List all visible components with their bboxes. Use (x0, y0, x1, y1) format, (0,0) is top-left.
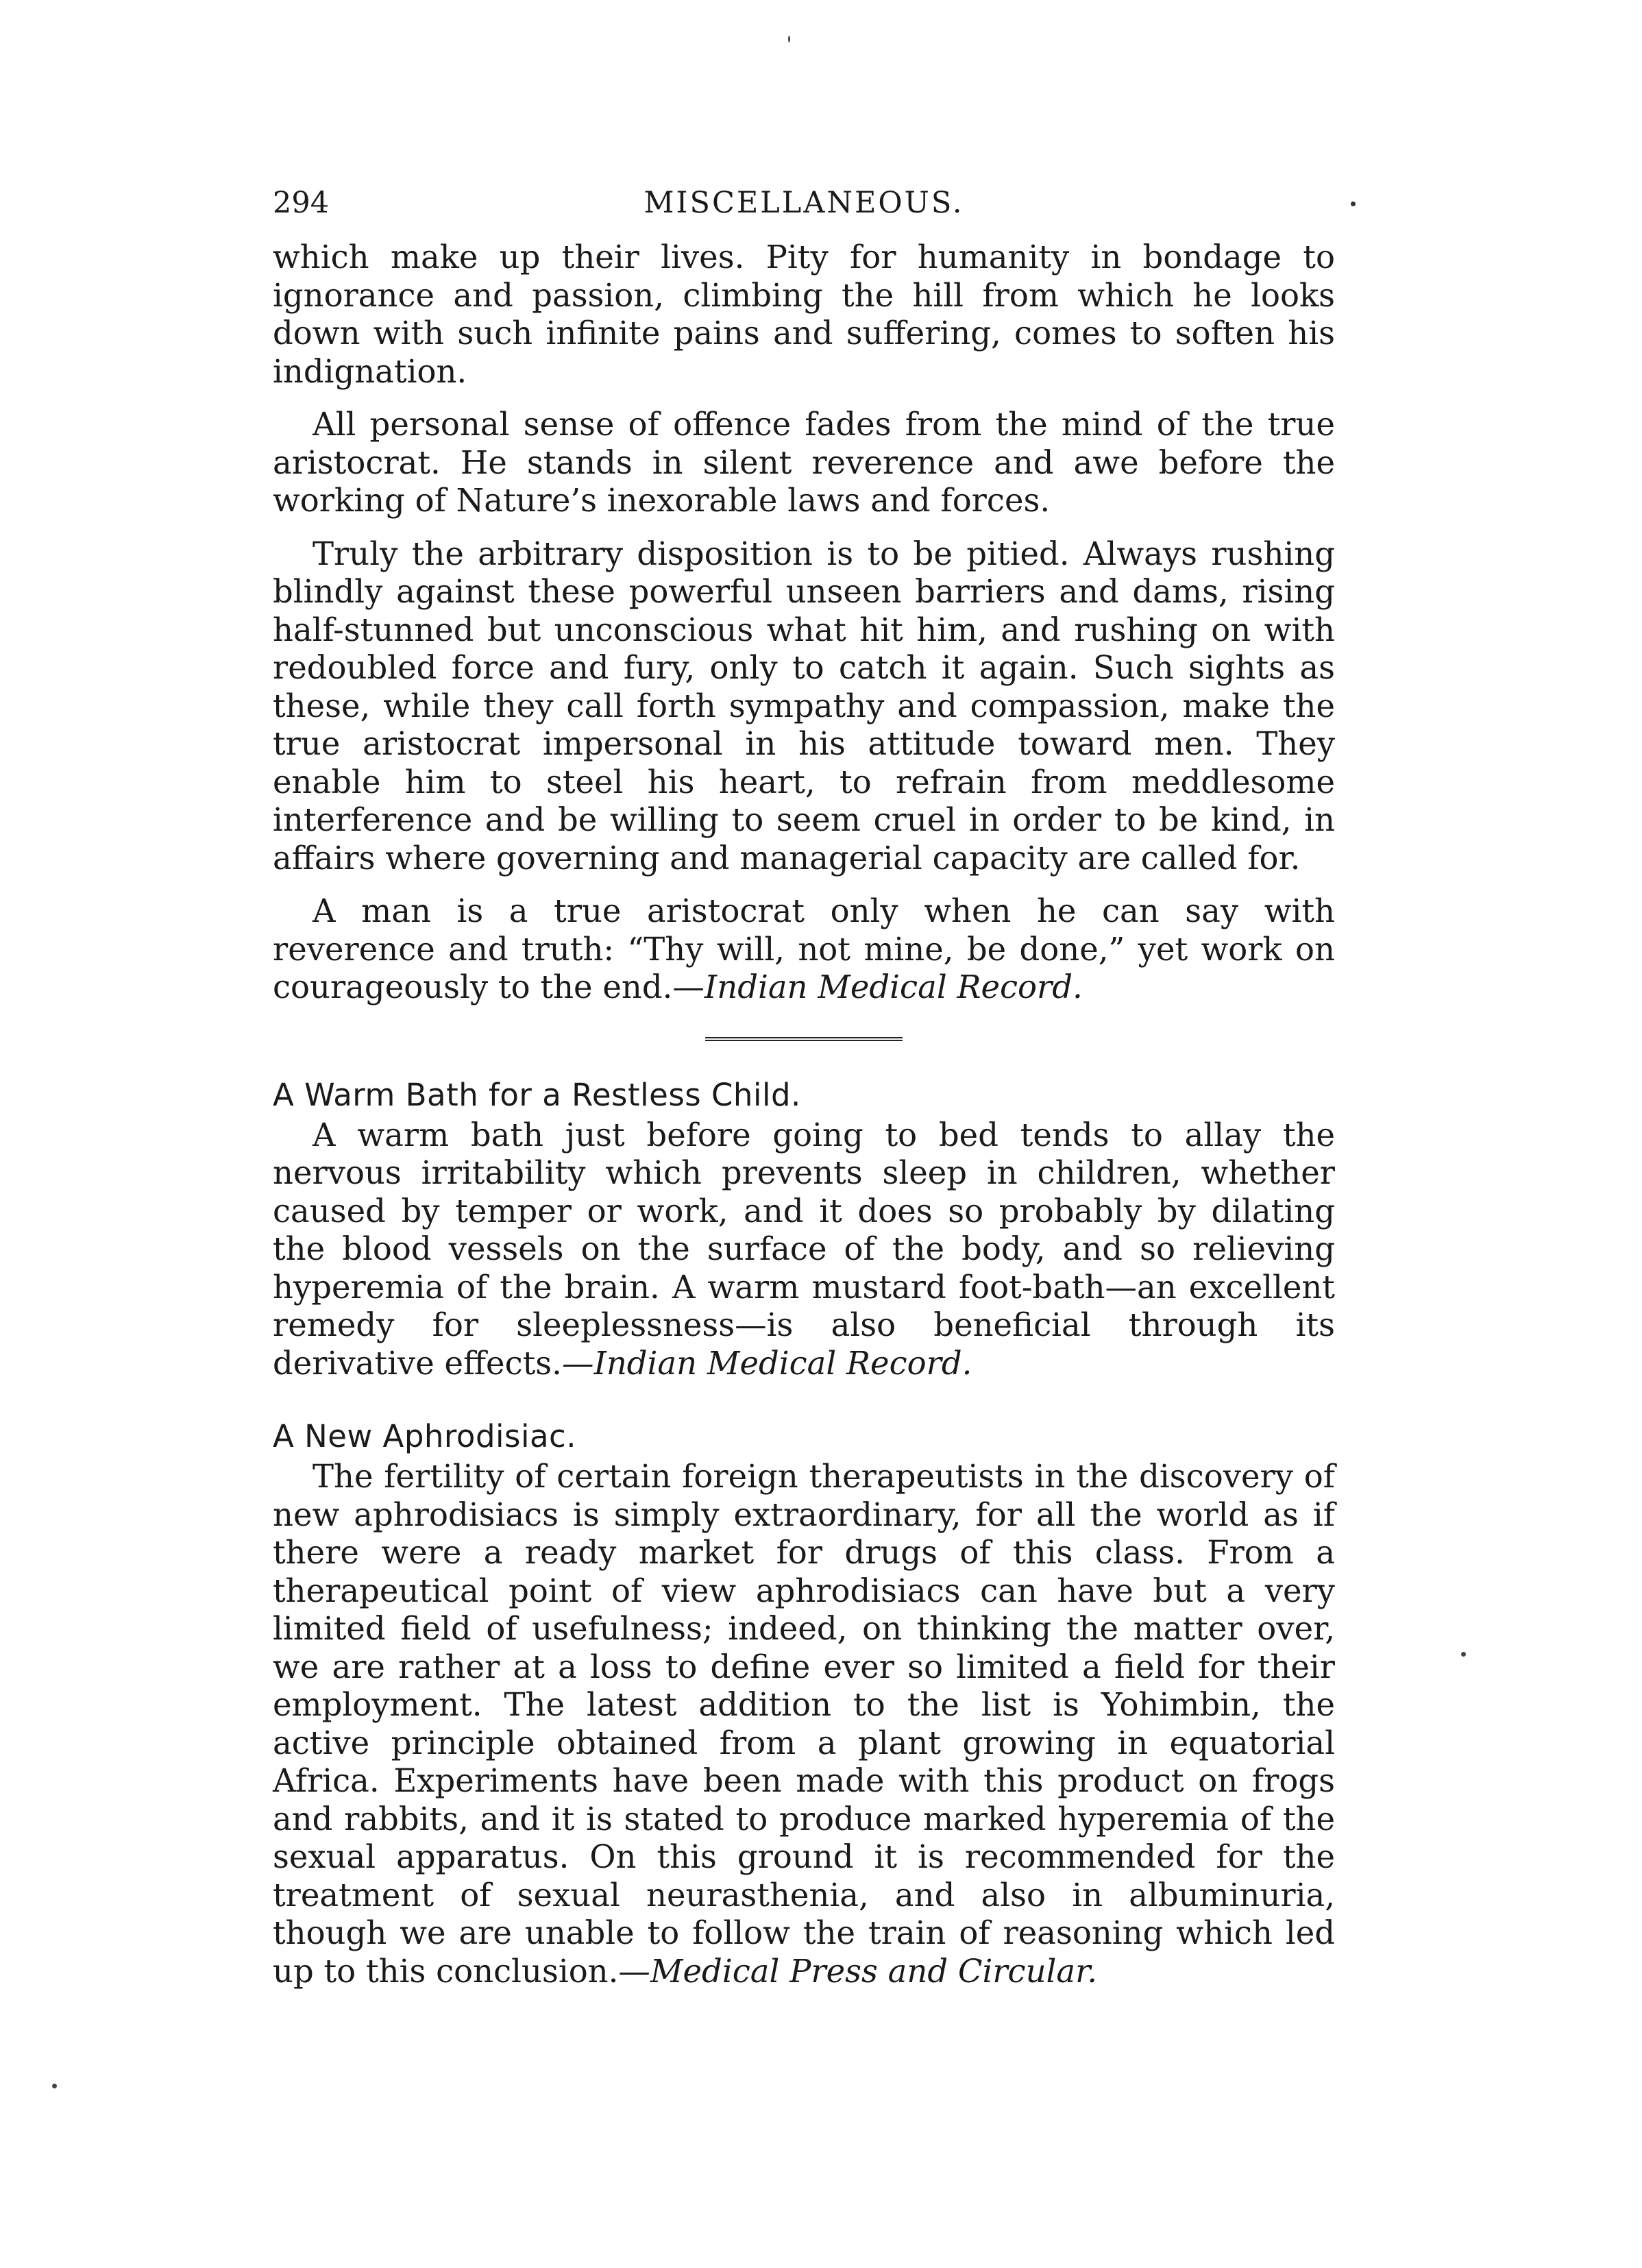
essay-paragraph: Truly the arbitrary disposition is to be pitied. Always rushing blindly against these powerful unseen barriers and dams, rising half-stunned but unconscious what hit him, and rushing on with redoubled force and fury, only to catch it again. Such sights as these, while they call forth sympathy and compassion, make the true aristocrat impersonal in his attitude toward men. They enable him to steel his heart, to refrain from meddlesome interference and be willing to seem cruel in order to be kind, in affairs where governing and managerial capacity are called for. (273, 535, 1335, 877)
article-body (273, 1117, 1335, 1383)
print-speck (52, 2084, 57, 2088)
essay-source-citation: —Indian Medical Record. (672, 968, 1083, 1005)
print-speck (788, 36, 790, 42)
running-head (273, 181, 1335, 225)
article-heading: A Warm Bath for a Restless Child. (273, 1076, 801, 1113)
running-title: MISCELLANEOUS. (644, 186, 964, 220)
book-page (273, 181, 1335, 1990)
essay-closing-text: A man is a true aristocrat only when he can say with reverence and truth: “Thy will, not mine, be done,” yet work on courageously to the end. (273, 892, 1335, 1005)
article-source-citation: —Medical Press and Circular. (618, 1952, 1098, 1990)
article-text: A warm bath just before going to bed tends to allay the nervous irritability which prevents sleep in children, whether caused by temper or work, and it does so probably by dilating the blood vessels on the surface of the body, and so relieving hyperemia of the brain. A warm mustard foot-bath—an excellent remedy for sleeplessness—is also beneficial through its derivative effects. (273, 1116, 1335, 1382)
section-divider-rule (705, 1037, 903, 1041)
print-speck (1461, 1652, 1466, 1657)
essay-paragraph: which make up their lives. Pity for humanity in bondage to ignorance and passion, climbing the hill from which he looks down with such infinite pains and suffering, comes to soften his indignation. (273, 239, 1335, 390)
article-text: The fertility of certain foreign therapeutists in the discovery of new aphrodisiacs is simply extraordinary, for all the world as if there were a ready market for drugs of this class. From a therapeutical point of view aphrodisiacs can have but a very limited field of usefulness; indeed, on thinking the matter over, we are rather at a loss to define ever so limited a field for their employment. The latest addition to the list is Yohimbin, the active principle obtained from a plant growing in equatorial Africa. Experiments have been made with this product on frogs and rabbits, and it is stated to produce marked hyperemia of the sexual apparatus. On this ground it is recommended for the treatment of sexual neurasthenia, and also in albuminuria, though we are unable to follow the train of reasoning which led up to this conclusion. (273, 1458, 1335, 1990)
article-body (273, 1458, 1335, 1990)
article-new-aphrodisiac (273, 1415, 1335, 1990)
essay-paragraph: All personal sense of offence fades from the mind of the true aristocrat. He stands in silent reverence and awe before the working of Nature’s inexorable laws and forces. (273, 406, 1335, 519)
print-speck (1351, 202, 1356, 206)
article-warm-bath (273, 1074, 1335, 1383)
page-number: 294 (273, 186, 330, 220)
article-source-citation: —Indian Medical Record. (561, 1344, 972, 1382)
essay-continuation (273, 239, 1335, 1007)
article-heading: A New Aphrodisiac. (273, 1418, 577, 1454)
essay-closing-paragraph (273, 892, 1335, 1007)
